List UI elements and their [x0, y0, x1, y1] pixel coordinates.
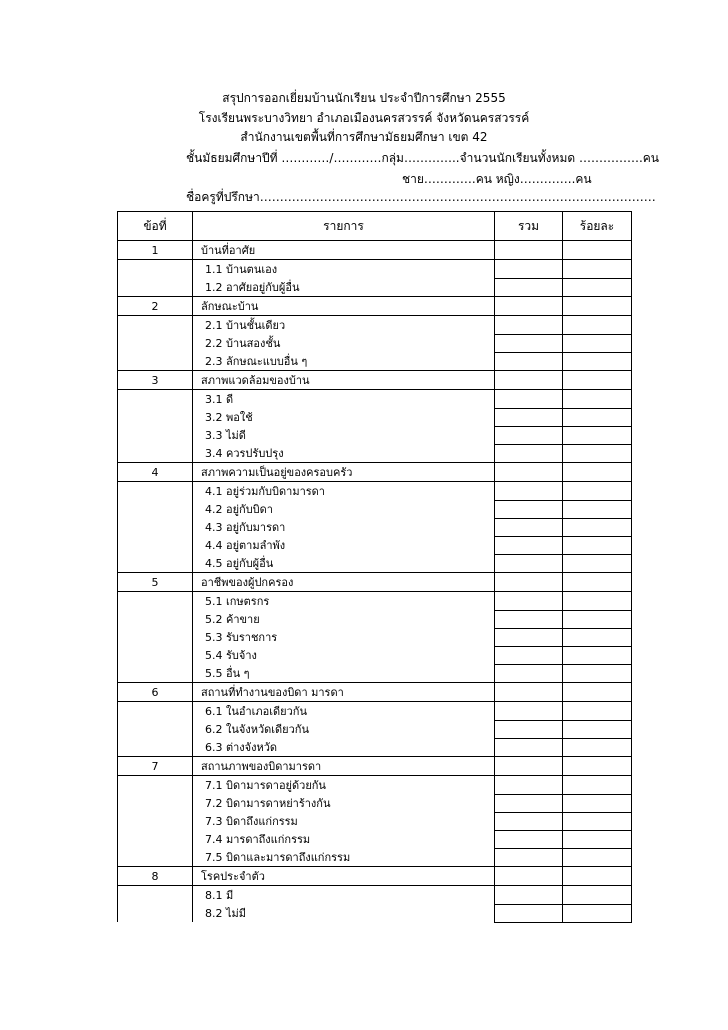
item-row [118, 738, 632, 757]
item-number-cell [118, 334, 193, 352]
item-number-cell [118, 904, 193, 922]
item-label: 2.2 บ้านสองชั้น [193, 334, 495, 352]
item-row [118, 610, 632, 628]
item-row [118, 518, 632, 536]
item-number-cell [118, 500, 193, 518]
item-number-cell [118, 848, 193, 867]
item-row [118, 426, 632, 444]
item-label: 4.1 อยู่ร่วมกับบิดามารดา [193, 482, 495, 501]
table-header-row [118, 212, 632, 241]
sum-cell [495, 720, 563, 738]
item-label: 5.4 รับจ้าง [193, 646, 495, 664]
section-title: สภาพแวดล้อมของบ้าน [193, 371, 495, 390]
item-number-cell [118, 886, 193, 905]
item-row [118, 536, 632, 554]
section-number: 1 [118, 241, 193, 260]
sum-cell [495, 848, 563, 867]
item-number-cell [118, 794, 193, 812]
percent-cell [563, 463, 632, 482]
item-label: 2.1 บ้านชั้นเดียว [193, 316, 495, 335]
item-number-cell [118, 610, 193, 628]
item-number-cell [118, 646, 193, 664]
item-number-cell [118, 628, 193, 646]
column-header-item: รายการ [193, 212, 495, 241]
percent-cell [563, 628, 632, 646]
item-row [118, 482, 632, 501]
percent-cell [563, 536, 632, 554]
item-row [118, 794, 632, 812]
sum-cell [495, 830, 563, 848]
sum-cell [495, 554, 563, 573]
item-label: 7.1 บิดามารดาอยู่ด้วยกัน [193, 776, 495, 795]
item-number-cell [118, 776, 193, 795]
section-row [118, 757, 632, 776]
percent-cell [563, 408, 632, 426]
item-row [118, 444, 632, 463]
survey-table-body [118, 241, 632, 923]
sum-cell [495, 444, 563, 463]
item-number-cell [118, 352, 193, 371]
item-number-cell [118, 536, 193, 554]
percent-cell [563, 334, 632, 352]
item-label: 5.3 รับราชการ [193, 628, 495, 646]
section-number: 7 [118, 757, 193, 776]
sum-cell [495, 904, 563, 922]
item-label: 7.3 บิดาถึงแก่กรรม [193, 812, 495, 830]
section-row [118, 867, 632, 886]
item-label: 1.1 บ้านตนเอง [193, 260, 495, 279]
item-number-cell [118, 316, 193, 335]
item-label: 5.5 อื่น ๆ [193, 664, 495, 683]
section-row [118, 573, 632, 592]
item-row [118, 702, 632, 721]
item-row [118, 554, 632, 573]
sum-cell [495, 757, 563, 776]
sum-cell [495, 702, 563, 721]
item-label: 4.3 อยู่กับมารดา [193, 518, 495, 536]
item-label: 7.2 บิดามารดาหย่าร้างกัน [193, 794, 495, 812]
percent-cell [563, 444, 632, 463]
section-title: สถานภาพของบิดามารดา [193, 757, 495, 776]
item-number-cell [118, 518, 193, 536]
item-row [118, 830, 632, 848]
school-line: โรงเรียนพระบางวิทยา อำเภอเมืองนครสวรรค์ จังหวัดนครสวรรค์ [198, 111, 530, 125]
section-title: บ้านที่อาศัย [193, 241, 495, 260]
item-number-cell [118, 720, 193, 738]
item-row [118, 664, 632, 683]
percent-cell [563, 260, 632, 279]
section-title: ลักษณะบ้าน [193, 297, 495, 316]
section-row [118, 297, 632, 316]
sum-cell [495, 628, 563, 646]
item-label: 7.5 บิดาและมารดาถึงแก่กรรม [193, 848, 495, 867]
percent-cell [563, 664, 632, 683]
sum-cell [495, 297, 563, 316]
item-row [118, 316, 632, 335]
percent-cell [563, 297, 632, 316]
sum-cell [495, 482, 563, 501]
section-number: 6 [118, 683, 193, 702]
item-number-cell [118, 444, 193, 463]
item-label: 7.4 มารดาถึงแก่กรรม [193, 830, 495, 848]
sum-cell [495, 886, 563, 905]
percent-cell [563, 352, 632, 371]
percent-cell [563, 867, 632, 886]
item-label: 1.2 อาศัยอยู่กับผู้อื่น [193, 278, 495, 297]
section-title: อาชีพของผู้ปกครอง [193, 573, 495, 592]
sum-cell [495, 738, 563, 757]
sum-cell [495, 867, 563, 886]
item-label: 4.5 อยู่กับผู้อื่น [193, 554, 495, 573]
item-label: 8.1 มี [193, 886, 495, 905]
item-label: 6.3 ต่างจังหวัด [193, 738, 495, 757]
sum-cell [495, 812, 563, 830]
item-number-cell [118, 738, 193, 757]
sum-cell [495, 334, 563, 352]
office-line: สำนักงานเขตพื้นที่การศึกษามัธยมศึกษา เขต 42 [240, 130, 488, 144]
section-row [118, 371, 632, 390]
report-title: สรุปการออกเยี่ยมบ้านนักเรียน ประจำปีการศึกษา 2555 [222, 91, 506, 105]
item-number-cell [118, 592, 193, 611]
section-number: 2 [118, 297, 193, 316]
item-label: 5.2 ค้าขาย [193, 610, 495, 628]
advisor-line: ชื่อครูที่ปรึกษา……………………………………………………………………………………… [186, 190, 656, 204]
item-number-cell [118, 260, 193, 279]
gender-count-line: ชาย………….คน หญิง…………..คน [402, 172, 592, 186]
percent-cell [563, 886, 632, 905]
sum-cell [495, 352, 563, 371]
percent-cell [563, 702, 632, 721]
sum-cell [495, 500, 563, 518]
item-number-cell [118, 664, 193, 683]
sum-cell [495, 573, 563, 592]
item-row [118, 500, 632, 518]
item-label: 3.3 ไม่ดี [193, 426, 495, 444]
percent-cell [563, 371, 632, 390]
percent-cell [563, 812, 632, 830]
sum-cell [495, 536, 563, 554]
item-label: 4.2 อยู่กับบิดา [193, 500, 495, 518]
percent-cell [563, 610, 632, 628]
sum-cell [495, 463, 563, 482]
percent-cell [563, 241, 632, 260]
item-label: 5.1 เกษตรกร [193, 592, 495, 611]
percent-cell [563, 848, 632, 867]
percent-cell [563, 500, 632, 518]
item-row [118, 408, 632, 426]
item-row [118, 812, 632, 830]
item-row [118, 260, 632, 279]
percent-cell [563, 738, 632, 757]
item-label: 3.4 ควรปรับปรุง [193, 444, 495, 463]
item-label: 4.4 อยู่ตามลำพัง [193, 536, 495, 554]
percent-cell [563, 776, 632, 795]
percent-cell [563, 426, 632, 444]
percent-cell [563, 554, 632, 573]
sum-cell [495, 426, 563, 444]
sum-cell [495, 646, 563, 664]
percent-cell [563, 316, 632, 335]
sum-cell [495, 518, 563, 536]
item-label: 3.2 พอใช้ [193, 408, 495, 426]
item-number-cell [118, 830, 193, 848]
sum-cell [495, 776, 563, 795]
item-number-cell [118, 278, 193, 297]
item-row [118, 848, 632, 867]
percent-cell [563, 646, 632, 664]
item-row [118, 352, 632, 371]
sum-cell [495, 241, 563, 260]
item-row [118, 334, 632, 352]
item-row [118, 720, 632, 738]
section-number: 3 [118, 371, 193, 390]
sum-cell [495, 390, 563, 409]
section-row [118, 463, 632, 482]
percent-cell [563, 757, 632, 776]
item-label: 8.2 ไม่มี [193, 904, 495, 922]
percent-cell [563, 592, 632, 611]
sum-cell [495, 316, 563, 335]
sum-cell [495, 683, 563, 702]
percent-cell [563, 518, 632, 536]
class-info-line: ชั้นมัธยมศึกษาปีที่ …………/…………กลุ่ม…………..จำนวนนักเรียนทั้งหมด …………….คน [186, 151, 660, 165]
item-row [118, 278, 632, 297]
percent-cell [563, 904, 632, 922]
item-row [118, 776, 632, 795]
percent-cell [563, 720, 632, 738]
item-number-cell [118, 702, 193, 721]
column-header-sum: รวม [495, 212, 563, 241]
section-number: 8 [118, 867, 193, 886]
item-row [118, 886, 632, 905]
section-title: สถานที่ทำงานของบิดา มารดา [193, 683, 495, 702]
item-label: 2.3 ลักษณะแบบอื่น ๆ [193, 352, 495, 371]
column-header-percent: ร้อยละ [563, 212, 632, 241]
section-number: 5 [118, 573, 193, 592]
section-number: 4 [118, 463, 193, 482]
percent-cell [563, 278, 632, 297]
percent-cell [563, 482, 632, 501]
item-number-cell [118, 408, 193, 426]
sum-cell [495, 610, 563, 628]
column-header-no: ข้อที่ [118, 212, 193, 241]
sum-cell [495, 260, 563, 279]
percent-cell [563, 683, 632, 702]
item-number-cell [118, 482, 193, 501]
percent-cell [563, 390, 632, 409]
section-row [118, 683, 632, 702]
sum-cell [495, 664, 563, 683]
item-number-cell [118, 426, 193, 444]
item-label: 6.1 ในอำเภอเดียวกัน [193, 702, 495, 721]
section-row [118, 241, 632, 260]
percent-cell [563, 794, 632, 812]
item-number-cell [118, 554, 193, 573]
section-title: โรคประจำตัว [193, 867, 495, 886]
sum-cell [495, 408, 563, 426]
section-title: สภาพความเป็นอยู่ของครอบครัว [193, 463, 495, 482]
item-number-cell [118, 812, 193, 830]
sum-cell [495, 592, 563, 611]
item-number-cell [118, 390, 193, 409]
item-row [118, 390, 632, 409]
percent-cell [563, 830, 632, 848]
sum-cell [495, 371, 563, 390]
percent-cell [563, 573, 632, 592]
item-label: 6.2 ในจังหวัดเดียวกัน [193, 720, 495, 738]
item-row [118, 904, 632, 922]
sum-cell [495, 278, 563, 297]
sum-cell [495, 794, 563, 812]
item-row [118, 628, 632, 646]
item-row [118, 592, 632, 611]
item-label: 3.1 ดี [193, 390, 495, 409]
item-row [118, 646, 632, 664]
survey-table [117, 211, 632, 923]
